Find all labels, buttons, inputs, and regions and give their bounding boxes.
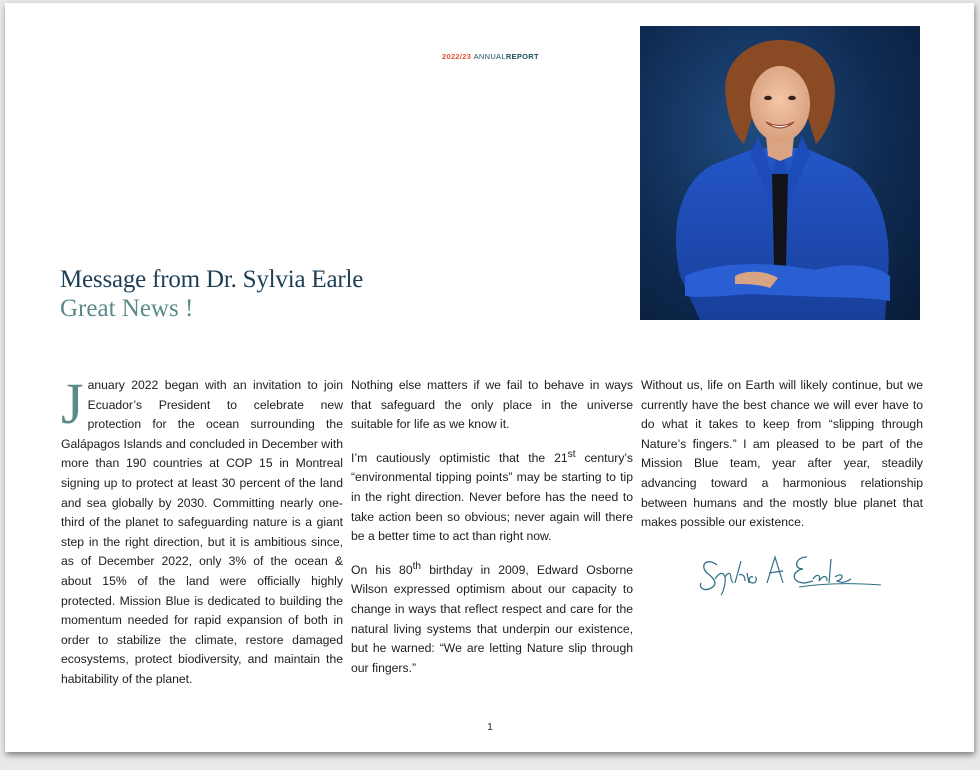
paragraph <box>61 371 343 690</box>
paragraph-text: I’m cautiously optimistic that the 21 <box>351 450 568 465</box>
page-subtitle: Great News ! <box>60 295 194 322</box>
report-label: REPORT <box>505 52 539 61</box>
superscript: th <box>412 560 422 572</box>
page-title: Message from Dr. Sylvia Earle <box>60 266 364 293</box>
signature <box>695 543 885 603</box>
paragraph <box>351 445 633 547</box>
document-page <box>5 3 974 752</box>
title-block <box>60 266 363 324</box>
body-column-1 <box>61 371 343 700</box>
paragraph: Nothing else matters if we fail to behave in ways that safeguard the only place in the universe suitable for life as we know it. <box>351 378 633 432</box>
paragraph <box>351 557 633 679</box>
portrait-photo <box>640 26 920 320</box>
report-header <box>442 52 539 61</box>
paragraph: Without us, life on Earth will likely continue, but we currently have the best chance we will ever have to do what it takes to keep from “slipping through Nature’s fingers.” I am pleased to be part of the Mission Blue team, year after year, steadily advancing toward a harmonious relationship between humans and the mostly blue planet that makes possible our existence. <box>641 378 923 530</box>
drop-cap: J <box>61 371 84 436</box>
paragraph-text: birthday in 2009, Edward Osborne Wilson expressed optimism about our capacity to change in ways that reflect respect and care for the natural living systems that underpin our existence, but he warned: “We are letting Nature slip through our fingers.” <box>351 562 634 675</box>
paragraph-text: century’s “environmental tipping points” may be starting to tip in the right direction. Never before has the need to take action been so obvious; never again will there be a better time to act than right now. <box>351 450 633 544</box>
superscript: st <box>567 448 576 460</box>
body-column-2 <box>351 376 633 688</box>
report-annual: ANNUAL <box>473 52 506 61</box>
body-column-3 <box>641 376 923 543</box>
report-year: 2022/23 <box>442 52 472 61</box>
paragraph-text: On his 80 <box>351 562 413 577</box>
page-number: 1 <box>487 722 493 733</box>
paragraph-text: anuary 2022 began with an invitation to join Ecuador’s President to celebrate new protection for the ocean surrounding the Galápagos Islands and concluded in December with more than 190 countries at COP 15 in Montreal signing up to protect at least 30 percent of the land and sea globally by 2030. Committing nearly one-third of the planet to safeguarding nature is a giant step in the right direction, but it is ambitious since, as of December 2022, only 3% of the ocean & about 15% of the land were officially highly protected. Mission Blue is dedicated to building the momentum needed for rapid expansion of both in order to stabilize the climate, restore damaged ecosystems, protect biodiversity, and maintain the habitability of the planet. <box>61 378 343 686</box>
